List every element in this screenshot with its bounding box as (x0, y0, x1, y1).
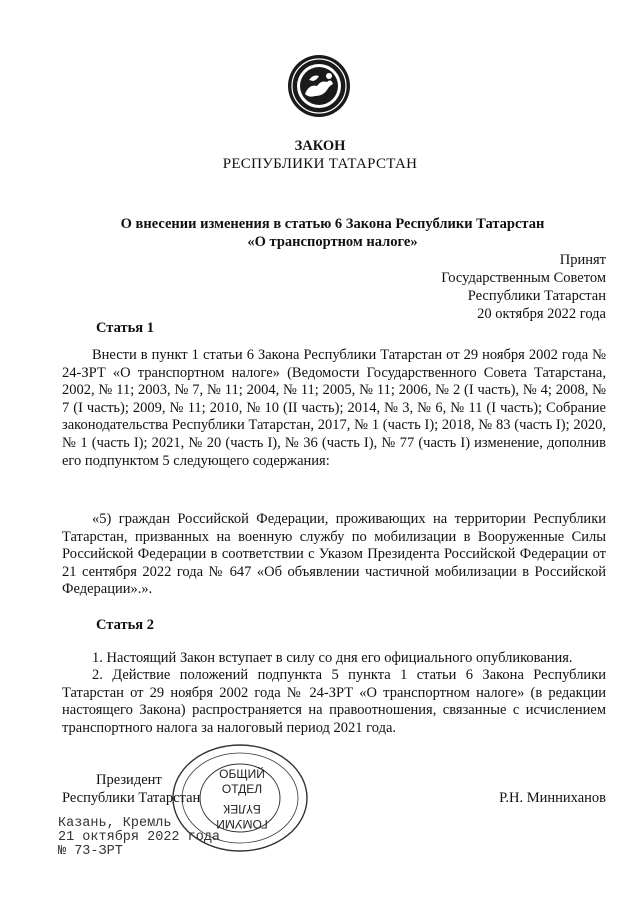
signature-position-line2: Республики Татарстан (62, 790, 201, 806)
article2-item2: 2. Действие положений подпункта 5 пункта 1 статьи 6 Закона Республики Татарстан от 29 ноября 2002 года № 24-ЗРТ «О транспортном налоге» (в редакции настоящего Закона) распространяется на правоотношения, связанные с исчислением транспортного налога за налоговый период 2021 года. (62, 667, 606, 736)
stamp-line3: БҮЛЕК (223, 802, 261, 816)
footer-date: 21 октября 2022 года (58, 830, 221, 845)
adoption-line1: Принят (559, 252, 606, 268)
adoption-line2: Государственным Советом (441, 270, 606, 286)
tatarstan-coat-of-arms-icon (287, 54, 351, 118)
stamp-line1: ОБЩИЙ (219, 767, 265, 781)
law-title-line1: О внесении изменения в статью 6 Закона Республики Татарстан (120, 216, 545, 232)
adoption-line3: Республики Татарстан (467, 288, 606, 304)
stamp-line4: ГОМУМИ (216, 817, 268, 831)
document-type: ЗАКОН (294, 138, 346, 154)
law-title-line2: «О транспортном налоге» (247, 234, 418, 250)
signature-position-line1: Президент (96, 772, 162, 788)
article2-heading: Статья 2 (96, 617, 154, 633)
footer-number: № 73-ЗРТ (58, 844, 123, 859)
adoption-date: 20 октября 2022 года (477, 306, 606, 322)
article1-paragraph1: Внести в пункт 1 статьи 6 Закона Республики Татарстан от 29 ноября 2002 года № 24-ЗРТ «О транспортном налоге» (Ведомости Государственного Совета Татарстана, 2002, № 11; 2003, № 7, № 11; 2004, № 11; 2005, № 11; 2006, № 2 (I часть), № 4; 2008, № 7 (I часть); 2009, № 11; 2010, № 10 (II часть); 2014, № 3, № 6, № 11 (I часть); Собрание законодательства Республики Татарстан, 2017, № 1 (часть I); 2018, № 83 (часть I); 2020, № 1 (часть I); 2021, № 20 (часть I), № 36 (часть I), № 77 (часть I) изменение, дополнив его подпунктом 5 следующего содержания: (62, 347, 606, 469)
stamp-line2: ОТДЕЛ (221, 782, 263, 796)
article1-heading: Статья 1 (96, 320, 154, 336)
article2-item1: 1. Настоящий Закон вступает в силу со дня его официального опубликования. (92, 650, 573, 666)
signature-name: Р.Н. Минниханов (499, 790, 606, 806)
footer-place: Казань, Кремль (58, 816, 172, 831)
article1-paragraph2: «5) граждан Российской Федерации, проживающих на территории Республики Татарстан, призванных на военную службу по мобилизации в Вооруженные Силы Российской Федерации в соответствии с Указом Президента Российской Федерации от 21 сентября 2022 года № 647 «Об объявлении частичной мобилизации в Российской Федерации».». (62, 511, 606, 598)
republic-name: РЕСПУБЛИКИ ТАТАРСТАН (222, 156, 418, 172)
